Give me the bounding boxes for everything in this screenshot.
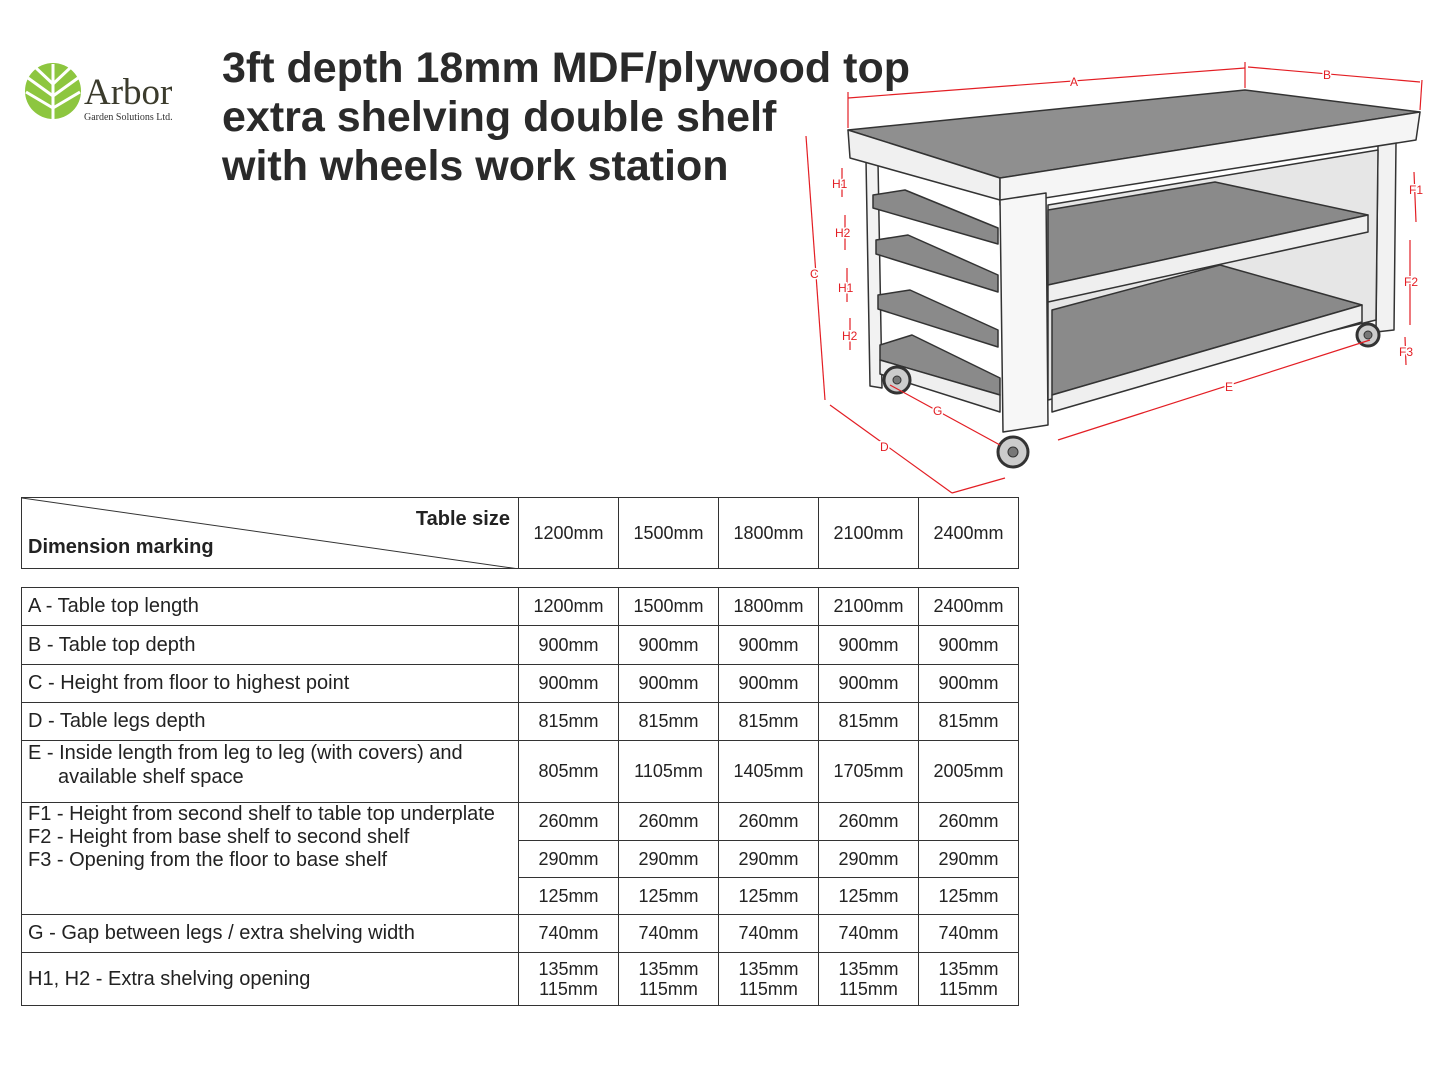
dim-label-d: D <box>880 440 889 454</box>
value-cell <box>519 953 619 1006</box>
value-cell <box>619 953 719 1006</box>
value-cell: 900mm <box>719 626 819 665</box>
f-group-label <box>22 803 519 915</box>
row-label: B - Table top depth <box>22 626 519 665</box>
value-cell: 900mm <box>919 665 1019 703</box>
dim-label-g: G <box>933 404 943 418</box>
value-cell: 1405mm <box>719 741 819 803</box>
value-cell: 740mm <box>819 915 919 953</box>
row-label-line: E - Inside length from leg to leg (with covers) and <box>28 742 463 764</box>
value-cell: 2005mm <box>919 741 1019 803</box>
row-label: D - Table legs depth <box>22 703 519 741</box>
value-cell: 900mm <box>619 626 719 665</box>
size-header: 2100mm <box>819 498 919 569</box>
value-cell <box>719 953 819 1006</box>
f-label-line: F2 - Height from base shelf to second shelf <box>28 826 410 848</box>
value-cell: 900mm <box>819 665 919 703</box>
title-line: 3ft depth 18mm MDF/plywood top <box>222 44 910 92</box>
value-line: 135mm <box>938 959 999 979</box>
row-label-line: available shelf space <box>58 766 244 788</box>
value-cell: 900mm <box>519 626 619 665</box>
row-label: H1, H2 - Extra shelving opening <box>22 953 519 1006</box>
value-line: 115mm <box>739 979 798 999</box>
value-line: 135mm <box>838 959 899 979</box>
value-cell: 290mm <box>619 841 719 878</box>
dimension-table <box>21 587 1019 1006</box>
row-label: C - Height from floor to highest point <box>22 665 519 703</box>
value-cell: 740mm <box>619 915 719 953</box>
size-header: 1800mm <box>719 498 819 569</box>
value-cell: 900mm <box>619 665 719 703</box>
workstation-diagram <box>0 0 1440 500</box>
row-label: G - Gap between legs / extra shelving width <box>22 915 519 953</box>
f-label-line: F1 - Height from second shelf to table top underplate <box>28 803 495 825</box>
dim-label-h1: H1 <box>832 177 848 191</box>
dim-label-c: C <box>810 267 819 281</box>
dimension-marking-label: Dimension marking <box>28 536 214 558</box>
value-line: 135mm <box>638 959 699 979</box>
value-cell <box>819 953 919 1006</box>
value-cell: 125mm <box>919 878 1019 915</box>
value-cell: 260mm <box>519 803 619 841</box>
dim-label-a: A <box>1070 75 1079 89</box>
value-cell: 900mm <box>819 626 919 665</box>
value-cell: 1105mm <box>619 741 719 803</box>
value-cell: 290mm <box>719 841 819 878</box>
value-cell: 815mm <box>519 703 619 741</box>
title-line: extra shelving double shelf <box>222 93 777 141</box>
dim-label-h1: H1 <box>838 281 854 295</box>
title-line: with wheels work station <box>222 142 729 190</box>
value-cell: 260mm <box>719 803 819 841</box>
f-label-line: F3 - Opening from the floor to base shelf <box>28 849 388 871</box>
value-cell: 740mm <box>919 915 1019 953</box>
value-cell: 290mm <box>819 841 919 878</box>
value-line: 115mm <box>639 979 698 999</box>
logo-tagline: Garden Solutions Ltd. <box>84 112 173 123</box>
size-header-table <box>21 497 1019 569</box>
value-cell: 125mm <box>819 878 919 915</box>
row-label <box>22 741 519 803</box>
value-cell: 125mm <box>519 878 619 915</box>
value-line: 135mm <box>538 959 599 979</box>
value-cell: 900mm <box>719 665 819 703</box>
value-line: 115mm <box>839 979 898 999</box>
value-cell: 805mm <box>519 741 619 803</box>
value-cell: 125mm <box>719 878 819 915</box>
size-header: 1500mm <box>619 498 719 569</box>
value-cell: 260mm <box>919 803 1019 841</box>
dim-label-f1: F1 <box>1409 183 1424 197</box>
value-cell: 1800mm <box>719 588 819 626</box>
value-cell: 2400mm <box>919 588 1019 626</box>
dim-label-h2: H2 <box>842 329 858 343</box>
value-cell: 1705mm <box>819 741 919 803</box>
value-cell: 290mm <box>519 841 619 878</box>
table-size-label: Table size <box>415 508 510 530</box>
value-cell: 260mm <box>819 803 919 841</box>
dim-label-f3: F3 <box>1399 345 1414 359</box>
dim-label-f2: F2 <box>1404 275 1419 289</box>
value-cell: 2100mm <box>819 588 919 626</box>
value-cell: 1200mm <box>519 588 619 626</box>
value-cell: 815mm <box>819 703 919 741</box>
value-cell: 900mm <box>919 626 1019 665</box>
value-cell: 815mm <box>919 703 1019 741</box>
value-cell: 125mm <box>619 878 719 915</box>
size-header: 2400mm <box>919 498 1019 569</box>
value-cell <box>919 953 1019 1006</box>
value-cell: 815mm <box>619 703 719 741</box>
logo-name: Arbor <box>84 72 173 113</box>
size-header: 1200mm <box>519 498 619 569</box>
dim-label-b: B <box>1323 68 1332 82</box>
value-cell: 260mm <box>619 803 719 841</box>
dim-label-h2: H2 <box>835 226 851 240</box>
value-cell: 740mm <box>719 915 819 953</box>
row-label: A - Table top length <box>22 588 519 626</box>
value-line: 135mm <box>738 959 799 979</box>
value-cell: 290mm <box>919 841 1019 878</box>
value-cell: 1500mm <box>619 588 719 626</box>
dim-label-e: E <box>1225 380 1234 394</box>
value-cell: 900mm <box>519 665 619 703</box>
value-line: 115mm <box>939 979 998 999</box>
value-line: 115mm <box>539 979 598 999</box>
value-cell: 815mm <box>719 703 819 741</box>
header-corner-cell <box>22 498 519 569</box>
value-cell: 740mm <box>519 915 619 953</box>
